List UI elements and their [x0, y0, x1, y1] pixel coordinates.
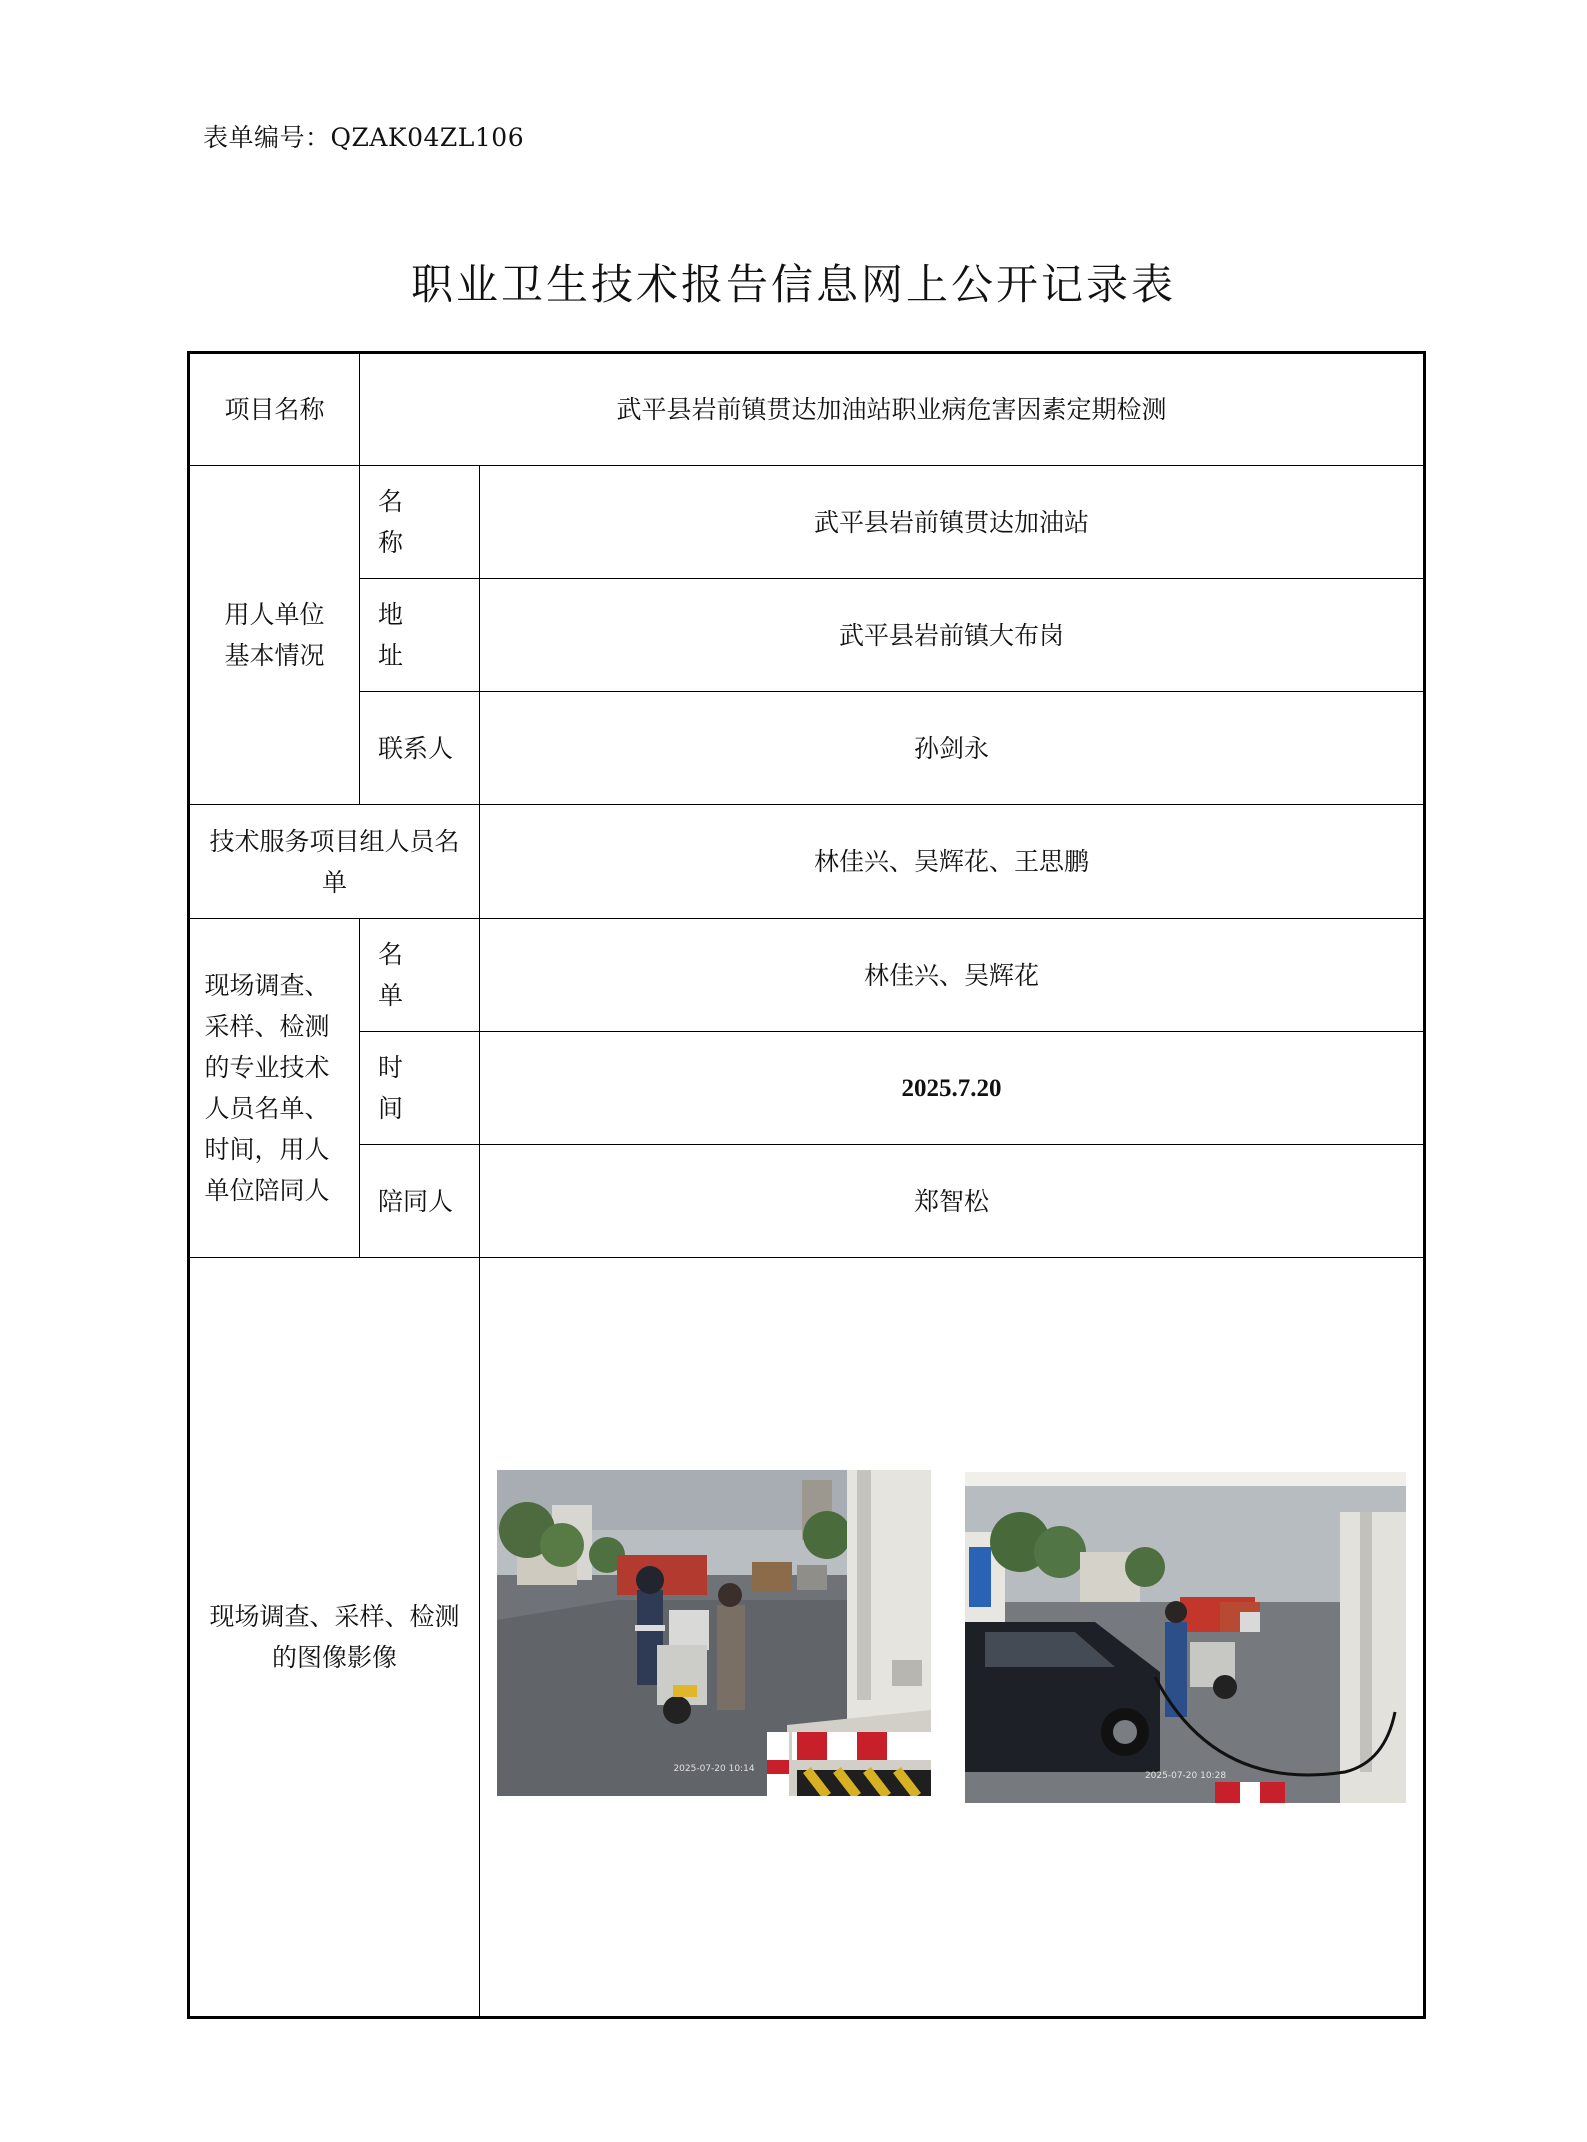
project-value: 武平县岩前镇贯达加油站职业病危害因素定期检测 [360, 353, 1425, 466]
survey-escort-value: 郑智松 [480, 1145, 1425, 1258]
document-title: 职业卫生技术报告信息网上公开记录表 [410, 260, 1176, 309]
employer-name-value: 武平县岩前镇贯达加油站 [480, 466, 1425, 579]
employer-name-label-text: 名 称 [378, 487, 430, 557]
row-team [189, 805, 1425, 919]
gas-station-photo-motorcycle [497, 1470, 931, 1796]
survey-label-text: 现场调查、采样、检测的专业技术人员名单、时间，用人单位陪同人 [204, 971, 330, 1205]
record-table [187, 351, 1426, 2019]
photo-car-scene [965, 1472, 1406, 1803]
photo-row [480, 1472, 1423, 1803]
employer-address-label-text: 地 址 [378, 600, 430, 670]
form-number: 表单编号：QZAK04ZL106 [203, 123, 525, 152]
row-project [189, 353, 1425, 466]
survey-time-label [360, 1032, 480, 1145]
employer-label [189, 466, 360, 805]
images-label [189, 1258, 480, 2018]
row-images [189, 1258, 1425, 2018]
team-value: 林佳兴、吴辉花、王思鹏 [480, 805, 1425, 919]
images-cell [480, 1258, 1425, 2018]
employer-address-value: 武平县岩前镇大布岗 [480, 579, 1425, 692]
row-survey-names [189, 919, 1425, 1032]
photo-car-timestamp: 2025-07-20 10:28 [1144, 1770, 1227, 1781]
photo-motorcycle-scene [497, 1470, 931, 1796]
photo-motorcycle-timestamp: 2025-07-20 10:14 [673, 1763, 755, 1774]
row-employer-contact [189, 692, 1425, 805]
survey-time-value: 2025.7.20 [480, 1032, 1425, 1145]
row-employer-name [189, 466, 1425, 579]
employer-label-text: 用人单位基本情况 [224, 600, 325, 670]
employer-contact-label: 联系人 [360, 692, 480, 805]
gas-station-photo-car [965, 1472, 1406, 1803]
employer-name-label [360, 466, 480, 579]
row-survey-escort [189, 1145, 1425, 1258]
survey-names-label-text: 名 单 [378, 940, 430, 1010]
survey-escort-label: 陪同人 [360, 1145, 480, 1258]
row-survey-time [189, 1032, 1425, 1145]
row-employer-address [189, 579, 1425, 692]
team-label [189, 805, 480, 919]
employer-address-label [360, 579, 480, 692]
survey-names-value: 林佳兴、吴辉花 [480, 919, 1425, 1032]
project-label: 项目名称 [189, 353, 360, 466]
images-label-text: 现场调查、采样、检测的图像影像 [209, 1602, 460, 1672]
survey-time-label-text: 时 间 [378, 1053, 430, 1123]
survey-label [189, 919, 360, 1258]
survey-names-label [360, 919, 480, 1032]
employer-contact-value: 孙剑永 [480, 692, 1425, 805]
team-label-text: 技术服务项目组人员名单 [209, 826, 460, 897]
